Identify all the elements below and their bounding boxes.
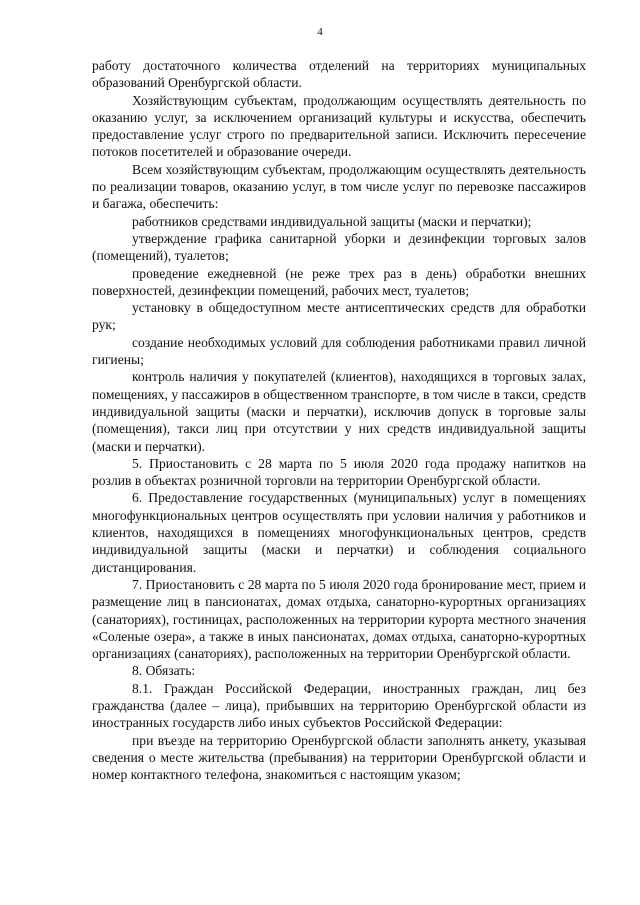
list-item: установку в общедоступном месте антисептических средств для обработки рук;	[92, 300, 586, 333]
list-item: работников средствами индивидуальной защиты (маски и перчатки);	[132, 213, 532, 229]
clause-7: 7. Приостановить с 28 марта по 5 июля 2020 года бронирование мест, прием и размещение лиц в пансионатах, домах отдыха, санаторно-курортных организациях (санаториях), гостиницах, расположенных на территории курорта местного значения «Соленые озера», а также в иных пансионатах, домах отдыха, санаторно-курортных организациях (санаториях), расположенных на территории Оренбургской области.	[92, 576, 586, 662]
clause-5: 5. Приостановить с 28 марта по 5 июля 2020 года продажу напитков на розлив в объектах розничной торговли на территории Оренбургской области.	[92, 455, 586, 489]
paragraph: Хозяйствующим субъектам, продолжающим осуществлять деятельность по оказанию услуг, за исключением организаций культуры и искусства, обеспечить предоставление услуг строго по предварительной записи. Исключить пересечение потоков посетителей и образование очереди.	[92, 92, 586, 160]
paragraph: Всем хозяйствующим субъектам, продолжающим осуществлять деятельность по реализации товаров, оказанию услуг, в том числе услуг по перевозке пассажиров и багажа, обеспечить:	[92, 161, 586, 212]
list-item: проведение ежедневной (не реже трех раз в день) обработки внешних поверхностей, дезинфекции помещений, рабочих мест, туалетов;	[92, 265, 586, 298]
list-item: при въезде на территорию Оренбургской области заполнять анкету, указывая сведения о месте жительства (пребывания) на территории Оренбургской области и номер контактного телефона, знакомиться с настоящим указом;	[92, 732, 586, 783]
clause-8-1: 8.1. Граждан Российской Федерации, иностранных граждан, лиц без гражданства (далее – лица), прибывших на территорию Оренбургской области из иностранных государств либо иных субъектов Российской Федерации:	[92, 680, 586, 731]
list-item: контроль наличия у покупателей (клиентов), находящихся в торговых залах, помещениях, у пассажиров в общественном транспорте, в том числе в такси, средств индивидуальной защиты (маски и перчатки), исключив допуск в торговые залы (помещения), такси лиц при отсутствии у них средств индивидуальной защиты (маски и перчатки).	[92, 369, 586, 454]
clause-6: 6. Предоставление государственных (муниципальных) услуг в помещениях многофункциональных центров осуществлять при условии наличия у работников и клиентов, находящихся в помещениях многофункциональных центров, средств индивидуальной защиты (маски и перчатки) и соблюдения социального дистанцирования.	[92, 490, 586, 575]
paragraph: работу достаточного количества отделений на территориях муниципальных образований Оренбургской области.	[92, 58, 586, 91]
page-number: 4	[317, 26, 323, 38]
clause-8: 8. Обязать:	[132, 663, 196, 679]
list-item: создание необходимых условий для соблюдения работниками правил личной гигиены;	[92, 334, 586, 368]
document-body	[92, 57, 586, 783]
list-item: утверждение графика санитарной уборки и дезинфекции торговых залов (помещений), туалетов;	[92, 230, 586, 264]
